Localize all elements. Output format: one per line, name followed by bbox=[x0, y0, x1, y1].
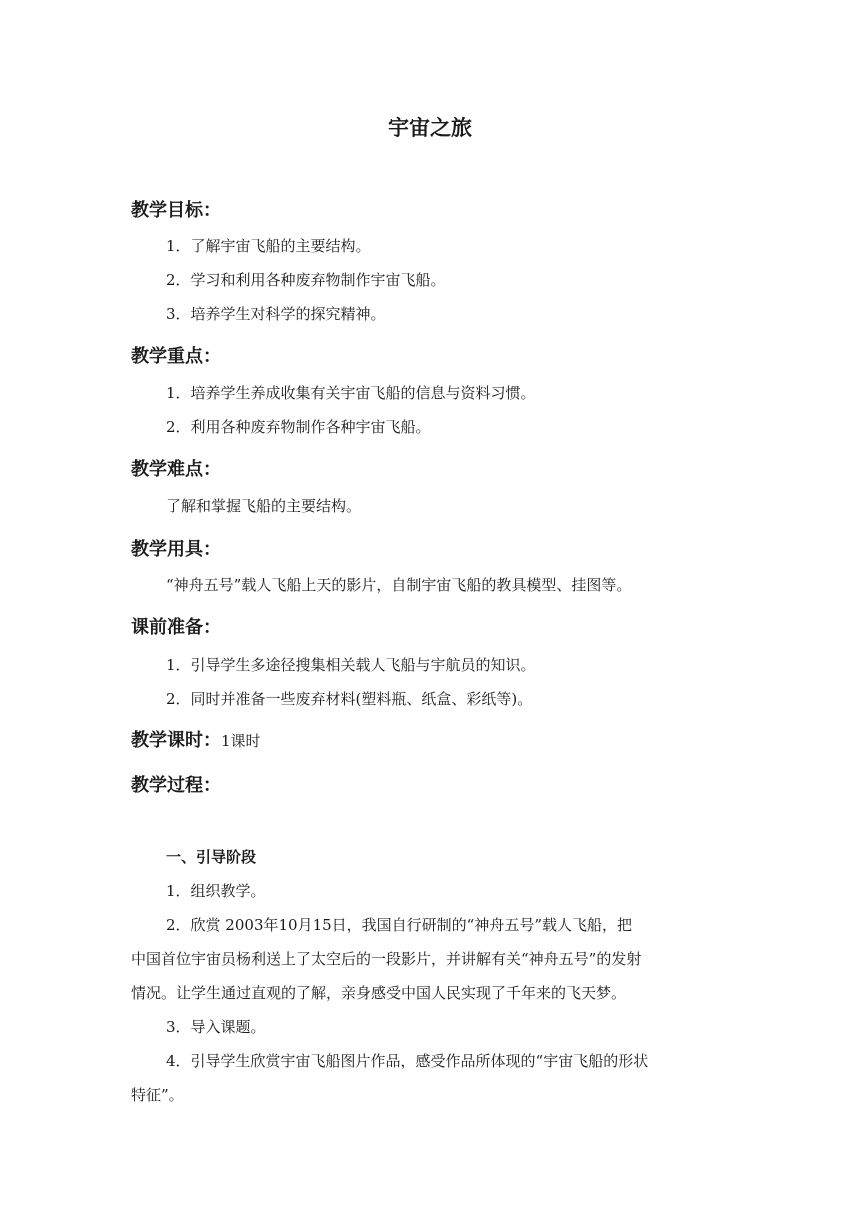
process-item-continuation: 中国首位宇宙员杨利送上了太空后的一段影片，并讲解有关“神舟五号”的发射 bbox=[131, 950, 642, 968]
difficulties-text: 了解和掌握飞船的主要结构。 bbox=[166, 497, 362, 515]
preparation-item: 1．引导学生多途径搜集相关载人飞船与宇航员的知识。 bbox=[166, 656, 536, 674]
objectives-heading: 教学目标： bbox=[131, 200, 221, 221]
preparation-item: 2．同时并准备一些废弃材料(塑料瓶、纸盒、彩纸等)。 bbox=[166, 690, 533, 708]
difficulties-heading: 教学难点： bbox=[131, 459, 221, 480]
objective-item: 2．学习和利用各种废弃物制作宇宙飞船。 bbox=[166, 271, 446, 289]
objective-item: 3．培养学生对科学的探究精神。 bbox=[166, 305, 386, 323]
key-point-item: 1．培养学生养成收集有关宇宙飞船的信息与资料习惯。 bbox=[166, 384, 536, 402]
process-item-continuation: 情况。让学生通过直观的了解，亲身感受中国人民实现了千年来的飞天梦。 bbox=[131, 984, 627, 1002]
process-item-continuation: 特征”。 bbox=[131, 1086, 184, 1104]
objective-item: 1．了解宇宙飞船的主要结构。 bbox=[166, 237, 371, 255]
preparation-heading: 课前准备： bbox=[131, 617, 221, 638]
process-item: 2．欣赏 2003年10月15日，我国自行研制的“神舟五号”载人飞船，把 bbox=[166, 916, 632, 934]
key-points-heading: 教学重点： bbox=[131, 346, 221, 367]
document-title: 宇宙之旅 bbox=[388, 116, 472, 140]
tools-text: “神舟五号”载人飞船上天的影片，自制宇宙飞船的教具模型、挂图等。 bbox=[166, 576, 632, 594]
hours-label: 教学课时： bbox=[131, 730, 221, 751]
process-item: 1．组织教学。 bbox=[166, 882, 266, 900]
process-item: 4．引导学生欣赏宇宙飞船图片作品，感受作品所体现的“宇宙飞船的形状 bbox=[166, 1052, 649, 1070]
process-heading: 教学过程： bbox=[131, 775, 221, 796]
stage-title: 一、引导阶段 bbox=[166, 848, 257, 866]
key-point-item: 2．利用各种废弃物制作各种宇宙飞船。 bbox=[166, 418, 431, 436]
tools-heading: 教学用具： bbox=[131, 539, 221, 560]
process-item: 3．导入课题。 bbox=[166, 1018, 266, 1036]
hours-value: 1课时 bbox=[221, 732, 261, 750]
hours-heading bbox=[131, 726, 261, 752]
